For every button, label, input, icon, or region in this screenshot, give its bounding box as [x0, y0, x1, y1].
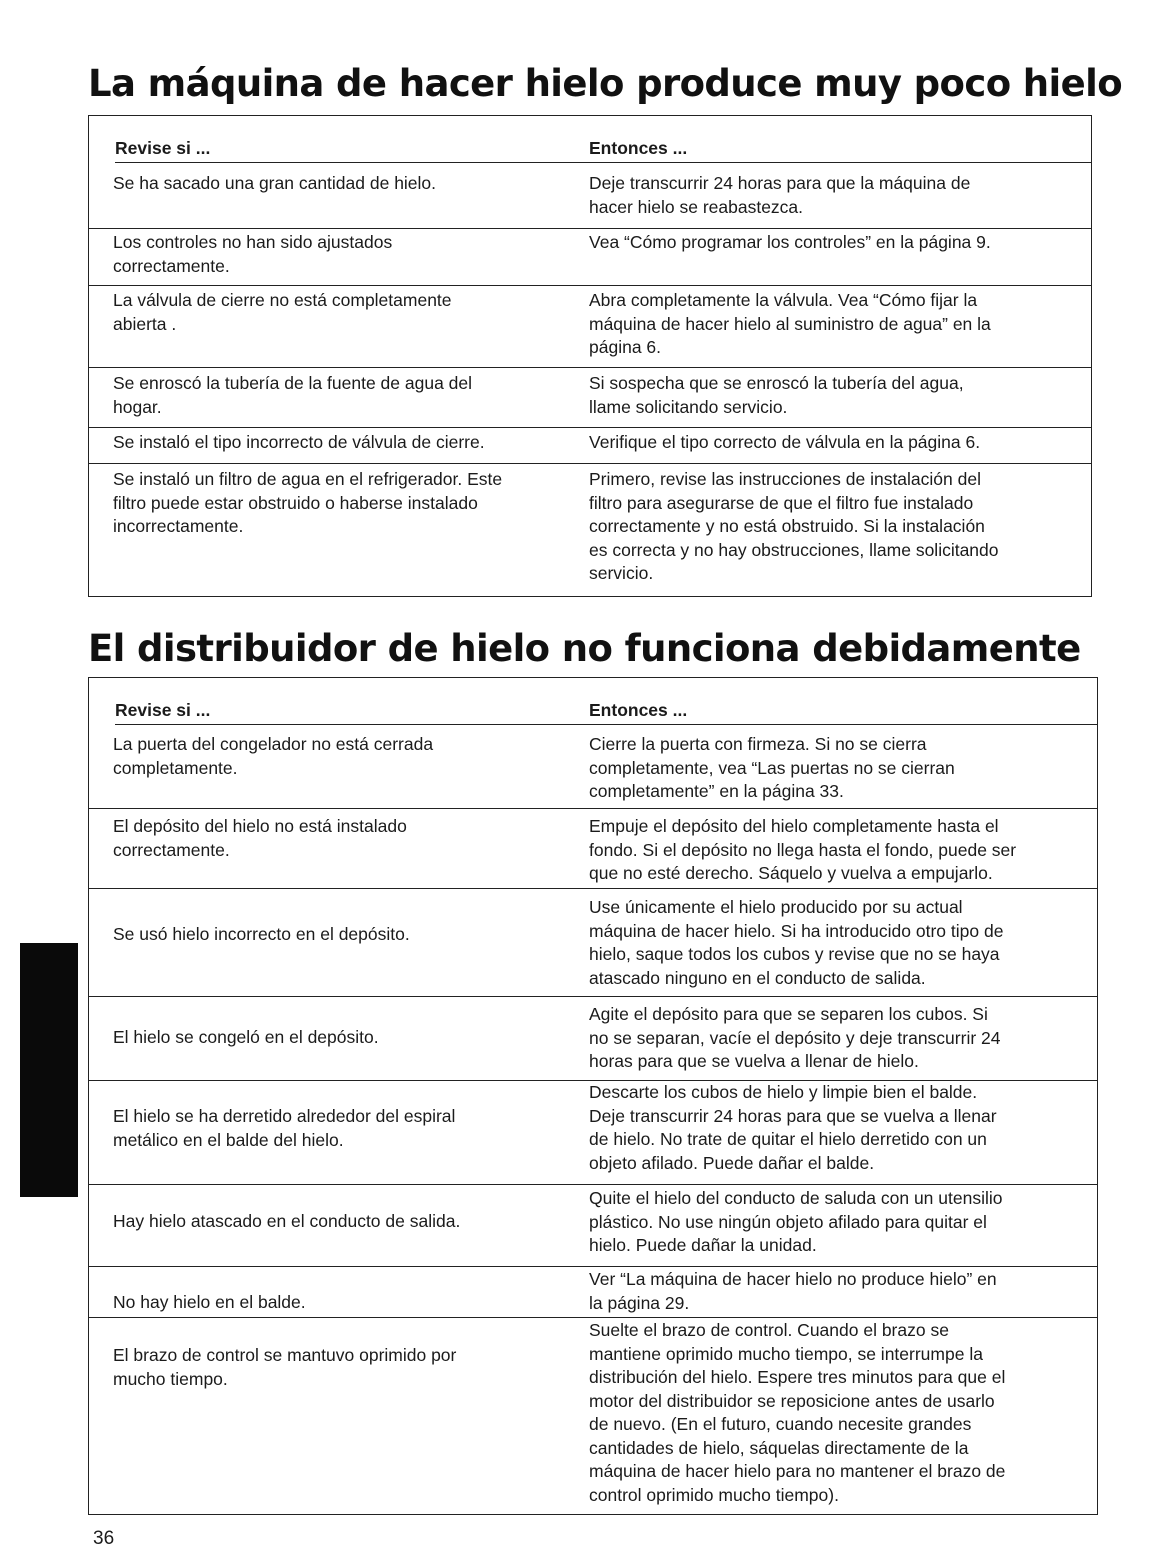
table-row — [89, 285, 1091, 368]
then-cell: Deje transcurrir 24 horas para que la máquina de hacer hielo se reabastezca. — [589, 173, 971, 217]
then-cell: Abra completamente la válvula. Vea “Cómo fijar la máquina de hacer hielo al suministro de agua” en la página 6. — [589, 290, 991, 357]
table-row — [89, 162, 1091, 229]
col-header-check: Revise si ... — [115, 700, 211, 720]
then-cell: Suelte el brazo de control. Cuando el brazo se mantiene oprimido mucho tiempo, se interrumpe la distribución del hielo. Espere tres minutos para que el motor del distribuidor se reposicione antes de usarlo de nuevo. (En el futuro, cuando necesite grandes cantidades de hielo, sáquelas directamente de la máquina de hacer hielo para no mantener el brazo de control oprimido mucho tiempo). — [589, 1320, 1006, 1505]
then-cell: Verifique el tipo correcto de válvula en la página 6. — [589, 432, 981, 452]
table-row — [89, 463, 1091, 596]
check-cell: Se instaló un filtro de agua en el refrigerador. Este filtro puede estar obstruido o haberse instalado incorrectamente. — [113, 469, 503, 536]
check-cell: Se instaló el tipo incorrecto de válvula de cierre. — [113, 432, 485, 452]
section2-title: El distribuidor de hielo no funciona debidamente — [88, 627, 1081, 670]
check-cell: El hielo se congeló en el depósito. — [113, 1027, 379, 1047]
check-cell: La puerta del congelador no está cerrada completamente. — [113, 734, 434, 778]
section1-table-header — [115, 116, 1091, 163]
section-tab-marker — [20, 943, 78, 1197]
check-cell: Hay hielo atascado en el conducto de salida. — [113, 1211, 461, 1231]
check-cell: El depósito del hielo no está instalado correctamente. — [113, 816, 407, 860]
table-row — [89, 1317, 1097, 1513]
check-cell: No hay hielo en el balde. — [113, 1292, 306, 1312]
check-cell: El hielo se ha derretido alrededor del espiral metálico en el balde del hielo. — [113, 1106, 456, 1150]
table-row — [89, 724, 1097, 809]
col-header-then: Entonces ... — [589, 700, 688, 720]
then-cell: Primero, revise las instrucciones de instalación del filtro para asegurarse de que el filtro fue instalado correctamente y no está obstruido. Si la instalación es correcta y no hay obstrucciones, llame solicitando servicio. — [589, 469, 999, 583]
then-cell: Ver “La máquina de hacer hielo no produce hielo” en la página 29. — [589, 1269, 997, 1313]
table-row — [89, 996, 1097, 1081]
then-cell: Quite el hielo del conducto de saluda con un utensilio plástico. No use ningún objeto afilado para quitar el hielo. Puede dañar la unidad. — [589, 1188, 1003, 1255]
check-cell: El brazo de control se mantuvo oprimido por mucho tiempo. — [113, 1345, 457, 1389]
then-cell: Cierre la puerta con firmeza. Si no se cierra completamente, vea “Las puertas no se cierran completamente” en la página 33. — [589, 734, 955, 801]
then-cell: Agite el depósito para que se separen los cubos. Si no se separan, vacíe el depósito y deje transcurrir 24 horas para que se vuelva a llenar de hielo. — [589, 1004, 1001, 1071]
page-number: 36 — [93, 1528, 115, 1549]
check-cell: Se enroscó la tubería de la fuente de agua del hogar. — [113, 373, 473, 417]
table-row — [89, 228, 1091, 286]
table-row — [89, 1080, 1097, 1185]
then-cell: Empuje el depósito del hielo completamente hasta el fondo. Si el depósito no llega hasta el fondo, puede ser que no esté derecho. Sáquelo y vuelva a empujarlo. — [589, 816, 1017, 883]
col-header-then: Entonces ... — [589, 138, 688, 158]
check-cell: Los controles no han sido ajustados correctamente. — [113, 232, 393, 276]
check-cell: La válvula de cierre no está completamente abierta . — [113, 290, 452, 334]
table-row — [89, 1184, 1097, 1267]
then-cell: Descarte los cubos de hielo y limpie bien el balde. Deje transcurrir 24 horas para que se vuelva a llenar de hielo. No trate de quitar el hielo derretido con un objeto afilado. Puede dañar el balde. — [589, 1082, 997, 1173]
col-header-check: Revise si ... — [115, 138, 211, 158]
table-row — [89, 367, 1091, 428]
table-row — [89, 808, 1097, 889]
check-cell: Se ha sacado una gran cantidad de hielo. — [113, 173, 437, 193]
table-row — [89, 427, 1091, 464]
check-cell: Se usó hielo incorrecto en el depósito. — [113, 924, 410, 944]
table-row — [89, 1266, 1097, 1318]
then-cell: Use únicamente el hielo producido por su actual máquina de hacer hielo. Si ha introducido otro tipo de hielo, saque todos los cubos y revise que no se haya atascado ninguno en el conducto de salida. — [589, 897, 1004, 988]
section1-title: La máquina de hacer hielo produce muy poco hielo — [88, 62, 1123, 105]
then-cell: Vea “Cómo programar los controles” en la página 9. — [589, 232, 991, 252]
then-cell: Si sospecha que se enroscó la tubería del agua, llame solicitando servicio. — [589, 373, 964, 417]
section2-table-header — [115, 678, 1097, 725]
table-row — [89, 888, 1097, 997]
section1-table — [88, 115, 1092, 597]
section2-table — [88, 677, 1098, 1515]
